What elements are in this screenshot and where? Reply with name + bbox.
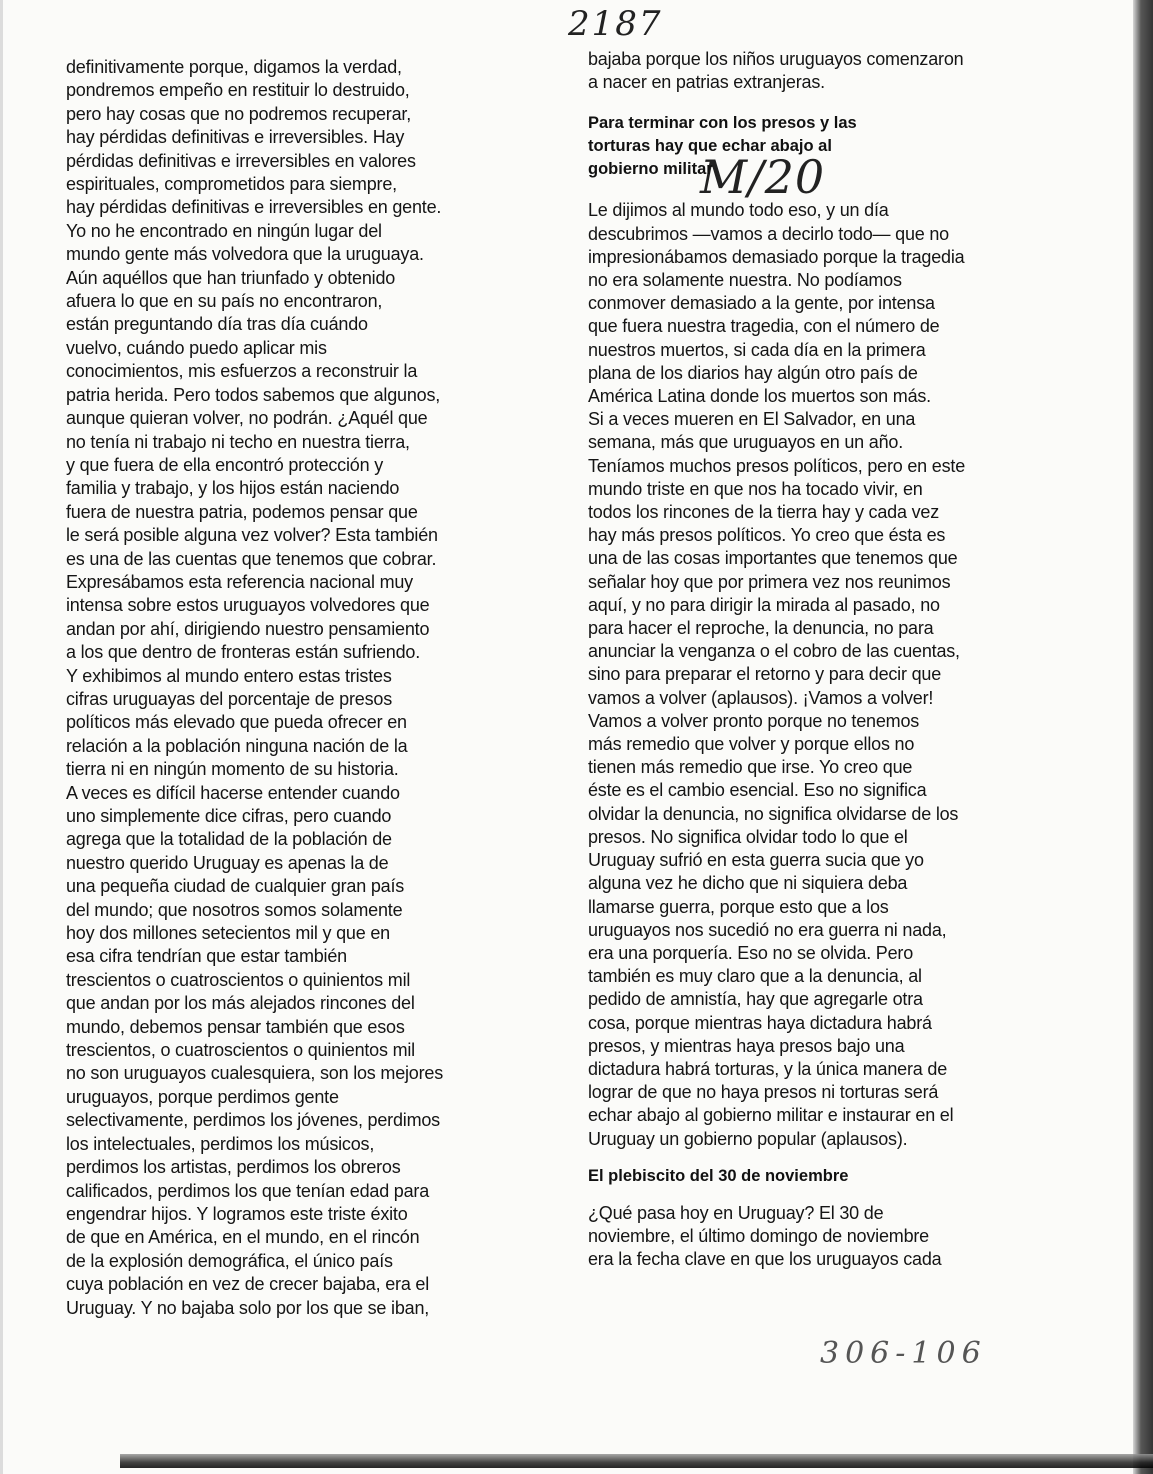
text-line: afuera lo que en su país no encontraron,	[66, 291, 383, 312]
text-line: que fuera nuestra tragedia, con el número de	[588, 316, 940, 337]
text-line: a los que dentro de fronteras están sufriendo.	[66, 642, 421, 663]
text-line: llamarse guerra, porque esto que a los	[588, 896, 889, 917]
text-line: políticos más elevado que pueda ofrecer en	[66, 712, 407, 733]
text-line: bajaba porque los niños uruguayos comenzaron	[588, 49, 964, 69]
right-column	[588, 48, 1048, 1271]
text-line: nuestros muertos, si cada día en la primera	[588, 339, 926, 360]
text-line: hay pérdidas definitivas e irreversibles. Hay	[66, 127, 405, 148]
text-line: patria herida. Pero todos sabemos que algunos,	[66, 384, 441, 405]
text-line: para hacer el reproche, la denuncia, no para	[588, 618, 934, 639]
text-line: más remedio que volver y porque ellos no	[588, 734, 915, 755]
text-line: aquí, y no para dirigir la mirada al pasado, no	[588, 594, 940, 615]
text-line: hoy dos millones setecientos mil y que en	[66, 923, 390, 944]
text-line: que andan por los más alejados rincones del	[66, 993, 415, 1014]
text-line: definitivamente porque, digamos la verdad,	[66, 57, 402, 77]
text-line: Yo no he encontrado en ningún lugar del	[66, 220, 382, 241]
text-line: aunque quieran volver, no podrán. ¿Aquél que	[66, 408, 428, 429]
text-line: engendrar hijos. Y logramos este triste éxito	[66, 1203, 408, 1224]
body-paragraph-return	[588, 199, 1048, 1150]
text-line: era una porquería. Eso no se olvida. Pero	[588, 942, 914, 963]
scan-edge-bottom	[120, 1454, 1153, 1468]
text-line: Uruguay sufrió en esta guerra sucia que yo	[588, 850, 924, 871]
text-line: es una de las cuentas que tenemos que cobrar.	[66, 548, 437, 569]
heading-line: torturas hay que echar abajo al	[588, 137, 832, 156]
text-line: trescientos o cuatroscientos o quinientos mil	[66, 969, 411, 990]
text-line: esa cifra tendrían que estar también	[66, 946, 347, 967]
text-line: del mundo; que nosotros somos solamente	[66, 899, 403, 920]
text-line: pero hay cosas que no podremos recuperar,	[66, 103, 412, 124]
section-heading-plebiscite: El plebiscito del 30 de noviembre	[588, 1166, 849, 1185]
text-line: mundo triste en que nos ha tocado vivir, en	[588, 478, 923, 499]
text-line: uruguayos nos sucedió no era guerra ni nada,	[588, 919, 947, 940]
heading-line: Para terminar con los presos y las	[588, 114, 857, 133]
text-line: ¿Qué pasa hoy en Uruguay? El 30 de	[588, 1202, 884, 1223]
text-line: noviembre, el último domingo de noviembre	[588, 1225, 929, 1246]
text-line: trescientos, o cuatroscientos o quinientos mil	[66, 1040, 415, 1061]
text-line: de la explosión demográfica, el único país	[66, 1250, 393, 1271]
text-line: señalar hoy que por primera vez nos reunimos	[588, 571, 951, 592]
text-line: anunciar la venganza o el cobro de las cuentas,	[588, 641, 960, 662]
left-column	[66, 56, 536, 1320]
text-line: Uruguay un gobierno popular (aplausos).	[588, 1128, 908, 1149]
text-line: Expresábamos esta referencia nacional muy	[66, 571, 413, 592]
text-line: selectivamente, perdimos los jóvenes, perdimos	[66, 1110, 440, 1131]
heading-line: gobierno militar	[588, 160, 713, 179]
text-line: agrega que la totalidad de la población de	[66, 829, 392, 850]
text-line: semana, más que uruguayos en un año.	[588, 432, 904, 453]
text-line: pedido de amnistía, hay que agregarle otra	[588, 989, 923, 1010]
text-line: dictadura habrá torturas, y la única manera de	[588, 1058, 948, 1079]
text-line: Teníamos muchos presos políticos, pero en este	[588, 455, 966, 476]
text-line: Si a veces mueren en El Salvador, en una	[588, 409, 916, 430]
text-line: plana de los diarios hay algún otro país de	[588, 362, 918, 383]
text-line: están preguntando día tras día cuándo	[66, 314, 368, 335]
text-line: pérdidas definitivas e irreversibles en valores	[66, 150, 416, 171]
text-line: mundo, debemos pensar también que esos	[66, 1016, 405, 1037]
text-line: vamos a volver (aplausos). ¡Vamos a volver!	[588, 687, 934, 708]
text-line: de que en América, en el mundo, en el rincón	[66, 1227, 420, 1248]
text-line: también es muy claro que a la denuncia, al	[588, 966, 922, 987]
text-line: hay más presos políticos. Yo creo que ésta es	[588, 525, 946, 546]
handwritten-page-number: 2187	[568, 4, 663, 44]
text-line: intensa sobre estos uruguayos volvedores que	[66, 595, 430, 616]
text-line: uruguayos, porque perdimos gente	[66, 1086, 339, 1107]
text-line: una de las cosas importantes que tenemos que	[588, 548, 958, 569]
text-line: impresionábamos demasiado porque la tragedia	[588, 246, 965, 267]
text-line: A veces es difícil hacerse entender cuando	[66, 782, 400, 803]
text-line: espirituales, comprometidos para siempre,	[66, 174, 397, 195]
text-line: vuelvo, cuándo puedo aplicar mis	[66, 337, 327, 358]
text-line: a nacer en patrias extranjeras.	[588, 72, 825, 93]
text-line: Vamos a volver pronto porque no tenemos	[588, 710, 920, 731]
text-line: una pequeña ciudad de cualquier gran país	[66, 876, 405, 897]
text-line: hay pérdidas definitivas e irreversibles en gente.	[66, 197, 442, 218]
text-line: conmover demasiado a la gente, por intensa	[588, 293, 935, 314]
text-line: todos los rincones de la tierra hay y cada vez	[588, 502, 939, 523]
text-line: tienen más remedio que irse. Yo creo que	[588, 757, 913, 778]
text-line: descubrimos —vamos a decirlo todo— que no	[588, 223, 949, 244]
text-line: Uruguay. Y no bajaba solo por los que se iban,	[66, 1297, 430, 1318]
text-line: no tenía ni trabajo ni techo en nuestra tierra,	[66, 431, 410, 452]
text-line: echar abajo al gobierno militar e instaurar en el	[588, 1105, 954, 1126]
text-line: mundo gente más volvedora que la uruguaya.	[66, 244, 424, 265]
text-line: no son uruguayos cualesquiera, son los mejores	[66, 1063, 444, 1084]
text-line: pondremos empeño en restituir lo destruido,	[66, 80, 410, 101]
text-line: relación a la población ninguna nación de la	[66, 735, 408, 756]
text-line: nuestro querido Uruguay es apenas la de	[66, 852, 389, 873]
body-paragraph-plebiscite	[588, 1202, 1048, 1272]
text-line: andan por ahí, dirigiendo nuestro pensamiento	[66, 618, 430, 639]
text-line: conocimientos, mis esfuerzos a reconstruir la	[66, 361, 418, 382]
scan-edge-left	[0, 0, 3, 1474]
text-line: uno simplemente dice cifras, pero cuando	[66, 806, 392, 826]
text-line: Y exhibimos al mundo entero estas tristes	[66, 665, 392, 686]
text-line: presos, y mientras haya presos bajo una	[588, 1035, 905, 1056]
text-line: sino para preparar el retorno y para decir que	[588, 664, 942, 685]
text-line: tierra ni en ningún momento de su historia.	[66, 759, 399, 780]
text-line: presos. No significa olvidar todo lo que el	[588, 826, 908, 847]
intro-paragraph	[588, 48, 1048, 94]
section-heading-military-government	[588, 112, 1048, 181]
text-line: era la fecha clave en que los uruguayos cada	[588, 1249, 942, 1270]
text-line: América Latina donde los muertos son más.	[588, 386, 931, 407]
text-line: calificados, perdimos los que tenían edad para	[66, 1180, 430, 1201]
text-line: cuya población en vez de crecer bajaba, era el	[66, 1274, 430, 1295]
handwritten-reference-number: 306-106	[820, 1336, 987, 1371]
text-line: Aún aquéllos que han triunfado y obtenido	[66, 267, 396, 288]
text-line: y que fuera de ella encontró protección y	[66, 454, 384, 475]
text-line: perdimos los artistas, perdimos los obreros	[66, 1157, 401, 1178]
scan-edge-right	[1133, 0, 1153, 1474]
text-line: cifras uruguayas del porcentaje de presos	[66, 688, 392, 709]
text-line: le será posible alguna vez volver? Esta también	[66, 525, 438, 546]
text-line: los intelectuales, perdimos los músicos,	[66, 1133, 375, 1154]
text-line: no era solamente nuestra. No podíamos	[588, 270, 902, 291]
text-line: Le dijimos al mundo todo eso, y un día	[588, 200, 889, 221]
text-line: éste es el cambio esencial. Eso no significa	[588, 780, 927, 801]
handwritten-folio: M/20	[700, 150, 826, 204]
text-line: lograr de que no haya presos ni torturas será	[588, 1082, 939, 1103]
text-line: familia y trabajo, y los hijos están naciendo	[66, 478, 400, 499]
text-line: alguna vez he dicho que ni siquiera deba	[588, 873, 908, 894]
text-line: fuera de nuestra patria, podemos pensar que	[66, 501, 418, 522]
text-line: cosa, porque mientras haya dictadura habrá	[588, 1012, 932, 1033]
text-line: olvidar la denuncia, no significa olvidarse de los	[588, 803, 959, 824]
